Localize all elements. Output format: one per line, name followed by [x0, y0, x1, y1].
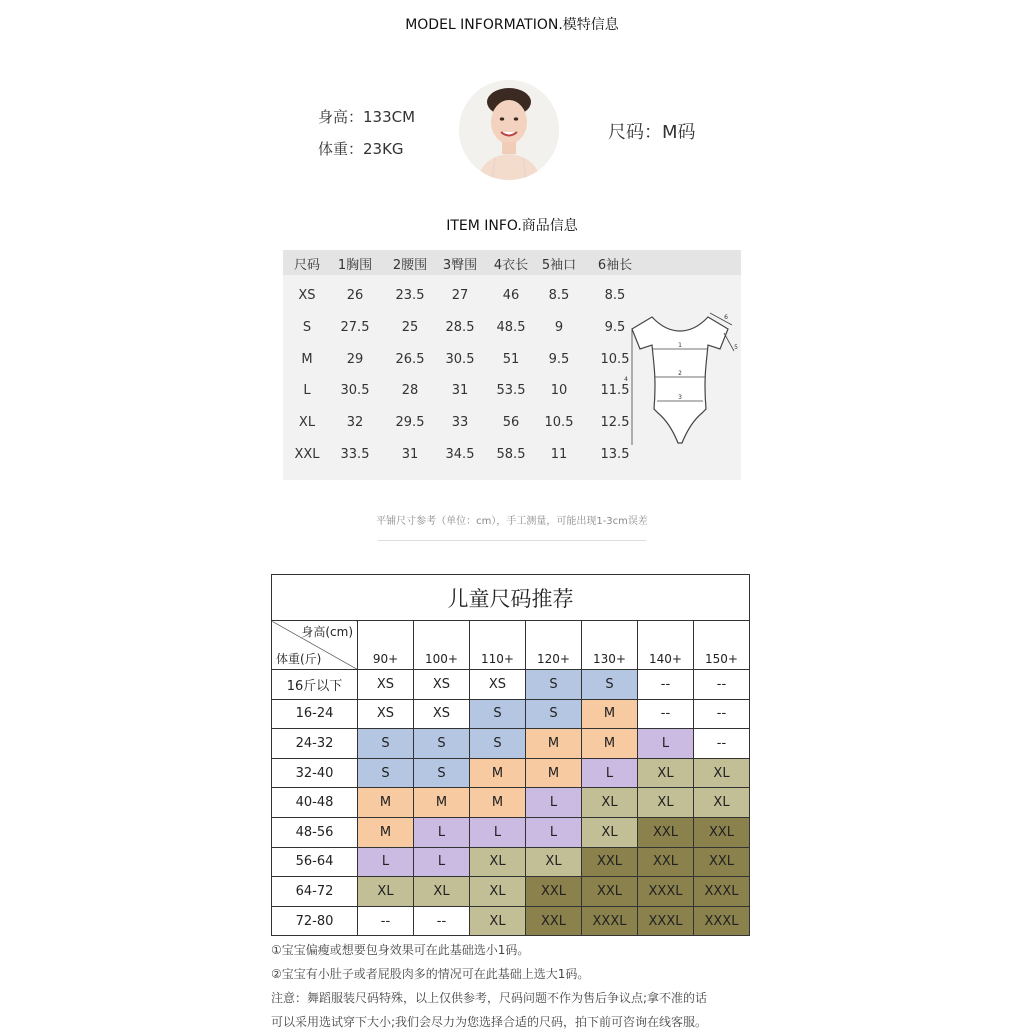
item-header-cell: 5袖口 — [541, 258, 577, 273]
size-cell: XL — [358, 877, 414, 907]
size-cell: XL — [470, 847, 526, 877]
table-row — [272, 788, 750, 818]
size-recommendation-table — [271, 574, 750, 936]
item-table-cell: 23.5 — [395, 288, 425, 303]
size-cell: XL — [470, 877, 526, 907]
size-cell: XXL — [582, 847, 638, 877]
size-cell: XXXL — [638, 906, 694, 936]
height-column-header: 150+ — [694, 621, 750, 670]
size-cell: -- — [638, 670, 694, 700]
item-table-cell: L — [303, 383, 311, 399]
size-cell: S — [414, 729, 470, 759]
item-table-cell: 48.5 — [496, 319, 526, 335]
diagram-label-6: 6 — [724, 314, 728, 321]
height-column-header: 100+ — [414, 621, 470, 670]
footnote-line: 可以采用选试穿下大小;我们会尽力为您选择合适的尺码，拍下前可咨询在线客服。 — [271, 1015, 708, 1029]
size-cell: -- — [694, 729, 750, 759]
diagram-label-1: 1 — [678, 342, 682, 349]
height-axis-label: 身高(cm) — [301, 625, 353, 639]
weight-row-label: 24-32 — [272, 729, 358, 759]
height-column-header: 120+ — [526, 621, 582, 670]
size-cell: L — [358, 847, 414, 877]
footnote-line: ②宝宝有小肚子或者屁股肉多的情况可在此基础上选大1码。 — [271, 967, 590, 981]
item-table-cell: 33.5 — [340, 447, 370, 462]
item-header-cell: 2腰围 — [392, 258, 428, 273]
weight-row-label: 16-24 — [272, 699, 358, 729]
item-table-cell: 11.5 — [600, 383, 630, 399]
measurement-note: 平铺尺寸参考（单位：cm），手工测量，可能出现1-3cm误差 — [376, 516, 648, 527]
size-cell: S — [358, 729, 414, 759]
size-cell: M — [470, 758, 526, 788]
size-cell: S — [582, 670, 638, 700]
weight-row-label: 64-72 — [272, 877, 358, 907]
size-cell: -- — [694, 670, 750, 700]
item-table-cell: 30.5 — [445, 351, 475, 367]
size-cell: S — [414, 758, 470, 788]
diagram-label-2: 2 — [678, 370, 682, 377]
height-column-header: 90+ — [358, 621, 414, 670]
size-cell: L — [470, 817, 526, 847]
item-table-cell: 34.5 — [445, 447, 475, 462]
size-cell: M — [470, 788, 526, 818]
item-table-cell: 10.5 — [544, 415, 574, 431]
item-table-cell: XS — [298, 288, 316, 303]
table-row — [272, 699, 750, 729]
model-size: 尺码：M码 — [608, 122, 696, 143]
item-header-cell: 4衣长 — [493, 258, 529, 273]
item-table-cell: 58.5 — [496, 447, 526, 462]
item-table-cell: 29 — [346, 351, 364, 367]
size-cell: XXL — [526, 877, 582, 907]
table-row — [272, 877, 750, 907]
size-cell: XXL — [526, 906, 582, 936]
item-table-cell: 9.5 — [604, 319, 626, 335]
item-table-cell: 9.5 — [548, 351, 570, 367]
model-avatar — [459, 80, 559, 180]
size-cell: M — [526, 729, 582, 759]
size-cell: XXXL — [694, 906, 750, 936]
item-table-cell: 9 — [554, 319, 564, 335]
item-header-cell: 3臀围 — [442, 258, 478, 273]
footnote-line: ①宝宝偏瘦或想要包身效果可在此基础选小1码。 — [271, 943, 530, 957]
size-cell: XS — [470, 670, 526, 700]
size-cell: XXXL — [582, 906, 638, 936]
item-table-cell: 31 — [451, 383, 469, 399]
diagram-label-3: 3 — [678, 394, 682, 401]
item-header-cell: 尺码 — [293, 258, 320, 273]
height-column-header: 130+ — [582, 621, 638, 670]
model-info-title: MODEL INFORMATION.模特信息 — [405, 17, 619, 33]
table-row — [272, 817, 750, 847]
size-cell: L — [638, 729, 694, 759]
size-cell: XXL — [638, 817, 694, 847]
size-cell: XL — [638, 788, 694, 818]
size-cell: XL — [694, 758, 750, 788]
size-cell: XL — [414, 877, 470, 907]
size-cell: S — [526, 670, 582, 700]
item-table-cell: 28 — [401, 383, 419, 399]
table-row — [272, 758, 750, 788]
size-cell: L — [526, 788, 582, 818]
weight-row-label: 72-80 — [272, 906, 358, 936]
size-cell: M — [358, 817, 414, 847]
size-cell: XL — [470, 906, 526, 936]
size-cell: XS — [414, 670, 470, 700]
size-cell: XS — [358, 670, 414, 700]
size-cell: M — [414, 788, 470, 818]
item-table-cell: 32 — [346, 415, 364, 431]
weight-row-label: 32-40 — [272, 758, 358, 788]
item-info-title: ITEM INFO.商品信息 — [446, 218, 578, 234]
divider — [378, 540, 646, 541]
model-height: 身高：133CM — [318, 108, 416, 126]
size-cell: -- — [358, 906, 414, 936]
table-row — [272, 847, 750, 877]
item-table-cell: 26 — [346, 288, 364, 303]
item-table-cell: 11 — [550, 447, 568, 462]
size-cell: XL — [638, 758, 694, 788]
item-header-cell: 6袖长 — [597, 258, 633, 273]
size-cell: XL — [582, 788, 638, 818]
model-weight: 体重：23KG — [318, 140, 404, 158]
item-table-cell: 31 — [401, 447, 419, 462]
weight-row-label: 48-56 — [272, 817, 358, 847]
item-table-cell: 10.5 — [600, 351, 630, 367]
size-cell: XXXL — [638, 877, 694, 907]
size-cell: L — [526, 817, 582, 847]
item-table-cell: XL — [298, 415, 316, 431]
size-cell: XXL — [694, 847, 750, 877]
weight-row-label: 40-48 — [272, 788, 358, 818]
height-column-header: 140+ — [638, 621, 694, 670]
size-cell: XXXL — [694, 877, 750, 907]
size-cell: XXL — [694, 817, 750, 847]
size-cell: L — [414, 817, 470, 847]
table-row — [272, 670, 750, 700]
item-table-cell: S — [302, 319, 312, 335]
item-table-cell: 8.5 — [604, 288, 626, 303]
item-table-cell: 8.5 — [548, 288, 570, 303]
weight-row-label: 16斤以下 — [272, 670, 358, 700]
item-table-cell: XXL — [294, 447, 320, 462]
leotard-diagram — [620, 305, 740, 455]
size-cell: XL — [694, 788, 750, 818]
size-cell: M — [582, 729, 638, 759]
size-cell: XS — [358, 699, 414, 729]
size-cell: XL — [582, 817, 638, 847]
model-portrait-image — [459, 80, 559, 180]
table-row — [272, 729, 750, 759]
item-table-cell: 27 — [451, 288, 469, 303]
height-column-header: 110+ — [470, 621, 526, 670]
recommendation-title: 儿童尺码推荐 — [272, 575, 750, 621]
item-table-cell: 12.5 — [600, 415, 630, 431]
item-table-cell: M — [301, 351, 313, 367]
size-cell: S — [526, 699, 582, 729]
size-cell: -- — [638, 699, 694, 729]
item-table-cell: 13.5 — [600, 447, 630, 462]
size-cell: L — [582, 758, 638, 788]
size-cell: L — [414, 847, 470, 877]
item-table-cell: 51 — [502, 351, 520, 367]
item-table-cell: 56 — [502, 415, 520, 431]
item-table-cell: 27.5 — [340, 319, 370, 335]
weight-row-label: 56-64 — [272, 847, 358, 877]
size-cell: XS — [414, 699, 470, 729]
item-table-cell: 10 — [550, 383, 568, 399]
table-corner-header — [272, 621, 358, 670]
size-cell: XXL — [638, 847, 694, 877]
item-table-cell: 46 — [502, 288, 520, 303]
item-table-cell: 25 — [401, 319, 419, 335]
size-cell: M — [358, 788, 414, 818]
diagram-label-4: 4 — [624, 376, 628, 383]
size-cell: S — [358, 758, 414, 788]
item-table-cell: 30.5 — [340, 383, 370, 399]
size-cell: XL — [526, 847, 582, 877]
size-cell: M — [526, 758, 582, 788]
item-table-cell: 26.5 — [395, 351, 425, 367]
size-cell: S — [470, 729, 526, 759]
item-table-cell: 33 — [451, 415, 469, 431]
item-table-cell: 53.5 — [496, 383, 526, 399]
size-cell: -- — [414, 906, 470, 936]
size-cell: M — [582, 699, 638, 729]
item-table-cell: 28.5 — [445, 319, 475, 335]
footnote-line: 注意：舞蹈服装尺码特殊，以上仅供参考，尺码问题不作为售后争议点;拿不准的话 — [271, 991, 708, 1005]
size-cell: XXL — [582, 877, 638, 907]
table-row — [272, 906, 750, 936]
size-cell: -- — [694, 699, 750, 729]
diagram-label-5: 5 — [734, 344, 738, 351]
size-cell: S — [470, 699, 526, 729]
weight-axis-label: 体重(斤) — [276, 652, 322, 666]
item-header-cell: 1胸围 — [337, 258, 373, 273]
item-table-cell: 29.5 — [395, 415, 425, 431]
